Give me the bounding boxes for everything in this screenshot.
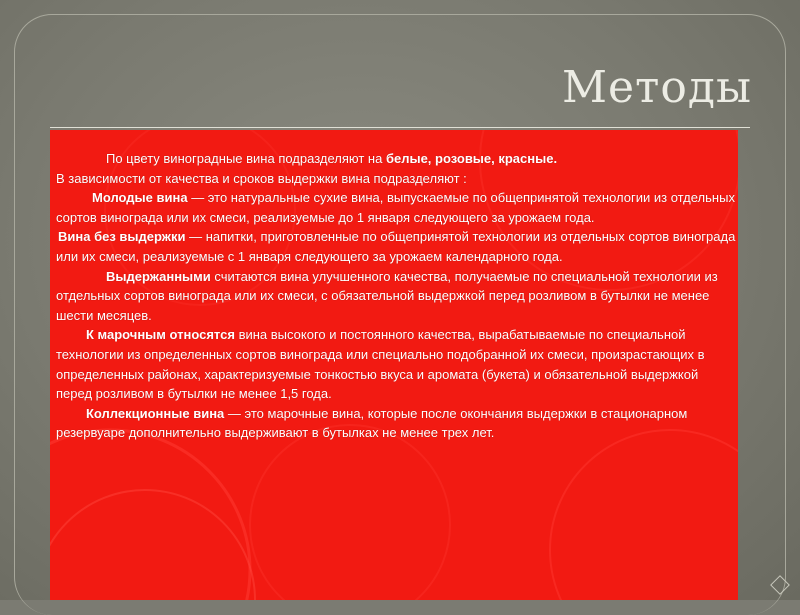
title-underline bbox=[50, 127, 750, 128]
paragraph-text: В зависимости от качества и сроков выдержки вина подразделяют : bbox=[56, 170, 467, 186]
paragraph-color-classification bbox=[56, 149, 736, 169]
content-panel bbox=[50, 130, 738, 600]
paragraph-bold-term: Коллекционные вина bbox=[86, 405, 225, 421]
paragraph-bold-term: Молодые вина bbox=[92, 190, 188, 206]
paragraph-text: — напитки, приготовленные по общепринятой технологии из отдельных сортов винограда или их смеси, реализуемые с 1 января следующего за урожаем календарного года. bbox=[56, 229, 736, 264]
paragraph-bold-term: Вина без выдержки bbox=[58, 229, 186, 245]
paragraph-unaged-wines bbox=[56, 227, 736, 266]
paragraph-young-wines bbox=[56, 188, 736, 227]
paragraph-text: — это марочные вина, которые после окончания выдержки в стационарном резервуаре дополнительно выдерживают в бутылках не менее трех лет. bbox=[56, 405, 688, 441]
paragraph-aged-wines bbox=[56, 267, 736, 326]
content-text bbox=[56, 149, 736, 443]
paragraph-bold-term: Выдержанными bbox=[106, 268, 211, 284]
paragraph-bold-term: белые, розовые, красные. bbox=[385, 151, 558, 166]
paragraph-collection-wines bbox=[56, 404, 736, 443]
slide-title: Методы bbox=[561, 62, 752, 113]
paragraph-text: — это натуральные сухие вина, выпускаемые по общепринятой технологии из отдельных сортов винограда или их смеси, реализуемые до 1 января следующего за урожаем года. bbox=[56, 190, 735, 225]
paragraph-text: По цвету виноградные вина подразделяют на bbox=[106, 151, 386, 166]
paragraph-text: считаются вина улучшенного качества, получаемые по специальной технологии из отдельных сортов винограда или их смеси, с обязательной выдержкой перед розливом в бутылки не менее шести месяцев. bbox=[56, 268, 718, 323]
paragraph-text: вина высокого и постоянного качества, вырабатываемые по специальной технологии из определенных сортов винограда или специально подобранной их смеси, произрастающих в определенных районах, характеризуемые тонкостью вкуса и аромата (букета) и обязательной выдержкой перед розливом в бутылки не менее 1,5 года. bbox=[56, 327, 705, 402]
paragraph-vintage-wines bbox=[56, 325, 736, 403]
paragraph-bold-term: К марочным относятся bbox=[86, 327, 235, 343]
paragraph-quality-intro bbox=[56, 169, 736, 189]
